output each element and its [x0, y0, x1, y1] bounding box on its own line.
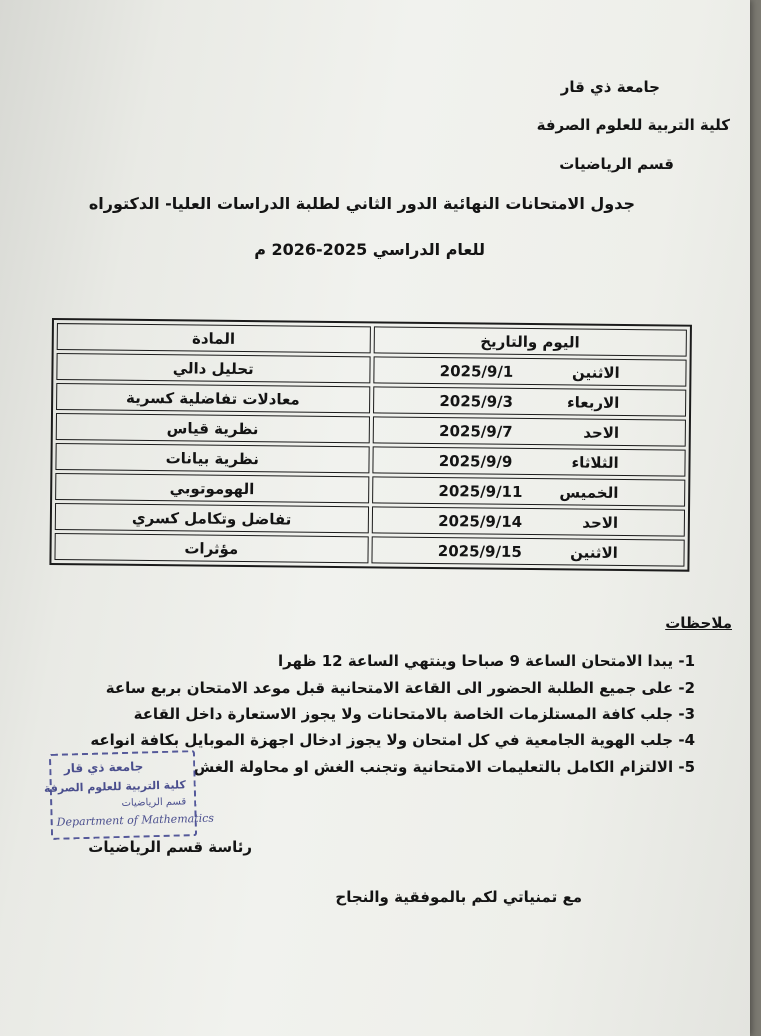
exam-date: 2025/9/7 — [438, 421, 513, 441]
stamp-university: جامعة ذي قار — [63, 759, 144, 776]
date-column-header: اليوم والتاريخ — [373, 326, 687, 356]
day-name: الاثنين — [571, 362, 620, 382]
signature-line: رئاسة قسم الرياضيات — [88, 838, 252, 856]
day-name: الاحد — [582, 513, 619, 532]
day-name: الاحد — [583, 423, 620, 442]
note-item: 5- الالتزام الكامل بالتعليمات الامتحانية وتجنب الغش او محاولة الغش — [193, 758, 695, 776]
date-cell — [372, 416, 686, 446]
date-cell — [373, 386, 687, 416]
day-name: الاربعاء — [566, 392, 620, 412]
date-cell — [372, 476, 686, 506]
academic-year: للعام الدراسي 2025-2026 م — [254, 240, 485, 259]
exam-schedule-table — [49, 318, 692, 572]
note-item: 1- يبدا الامتحان الساعة 9 صباحا وينتهي الساعة 12 ظهرا — [277, 652, 695, 670]
subject-column-header: المادة — [57, 323, 371, 353]
table-row — [56, 383, 686, 417]
table-row — [55, 473, 685, 507]
table-row — [55, 443, 685, 477]
note-item: 2- على جميع الطلبة الحضور الى القاعة الامتحانية قبل موعد الامتحان بربع ساعة — [105, 679, 695, 697]
subject-cell: نظرية بيانات — [55, 443, 369, 473]
subject-cell: تحليل دالي — [56, 353, 370, 383]
subject-cell: تفاضل وتكامل كسري — [55, 503, 369, 533]
exam-date: 2025/9/9 — [438, 451, 513, 471]
exam-date: 2025/9/1 — [439, 361, 514, 381]
note-item: 4- جلب الهوية الجامعية في كل امتحان ولا يجوز ادخال اجهزة الموبايل بكافة انواعه — [90, 731, 695, 749]
table-row — [55, 503, 685, 537]
subject-cell: الهوموتوبي — [55, 473, 369, 503]
date-cell — [371, 536, 685, 566]
date-cell — [373, 356, 687, 386]
date-cell — [372, 446, 686, 476]
table-row — [56, 413, 686, 447]
day-name: الخميس — [559, 482, 619, 502]
subject-cell: نظرية قياس — [56, 413, 370, 443]
stamp-department: قسم الرياضيات — [121, 796, 187, 810]
table-header-row — [57, 323, 687, 357]
subject-cell: مؤثرات — [54, 533, 368, 563]
exam-date: 2025/9/11 — [438, 481, 523, 501]
exam-date: 2025/9/15 — [437, 541, 522, 561]
table-row — [56, 353, 686, 387]
stamp-college: كلية التربية للعلوم الصرفة — [43, 778, 186, 796]
notes-heading: ملاحظات — [665, 614, 732, 632]
closing-wishes: مع تمنياتي لكم بالموفقية والنجاح — [335, 888, 582, 906]
date-cell — [371, 506, 685, 536]
university-name: جامعة ذي قار — [560, 78, 660, 96]
department-name: قسم الرياضيات — [559, 155, 674, 173]
note-item: 3- جلب كافة المستلزمات الخاصة بالامتحانات ولا يجوز الاستعارة داخل القاعة — [133, 705, 695, 723]
subject-cell: معادلات تفاضلية كسرية — [56, 383, 370, 413]
college-name: كلية التربية للعلوم الصرفة — [536, 116, 730, 134]
exam-date: 2025/9/3 — [439, 391, 514, 411]
day-name: الثلاثاء — [571, 452, 619, 472]
day-name: الاثنين — [570, 542, 618, 562]
table-row — [54, 533, 684, 567]
schedule-title: جدول الامتحانات النهائية الدور الثاني لطلبة الدراسات العليا- الدكتوراه — [88, 194, 635, 213]
exam-date: 2025/9/14 — [438, 511, 523, 531]
stamp-english: Department of Mathematics — [56, 811, 215, 829]
department-stamp — [43, 750, 215, 840]
